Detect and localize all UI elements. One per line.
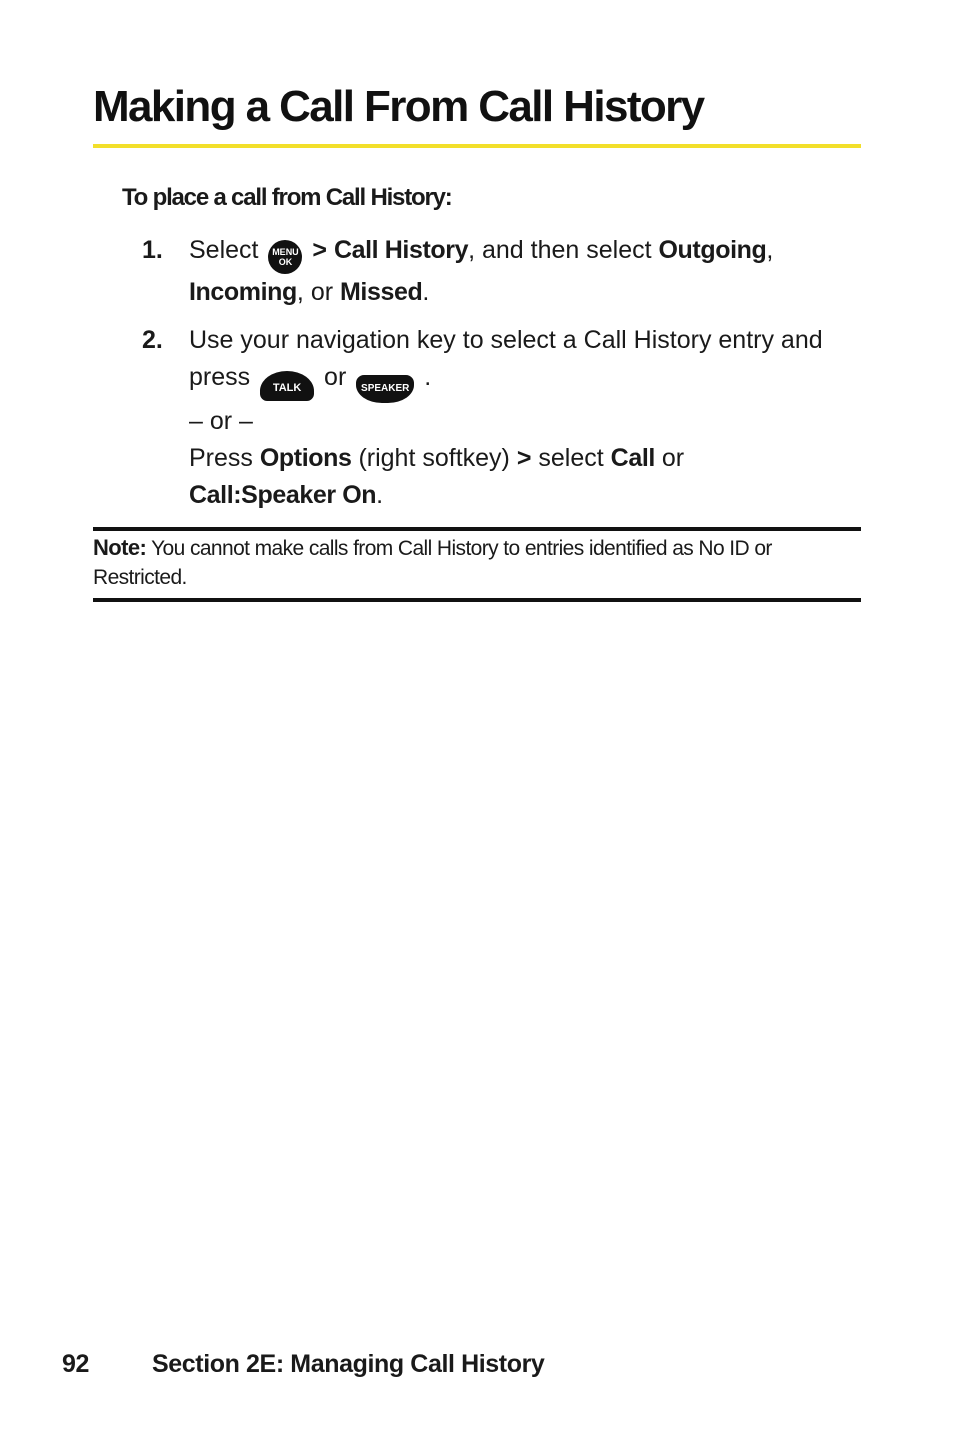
chevron-right-icon: > xyxy=(516,444,532,472)
procedure-intro: To place a call from Call History: xyxy=(122,184,452,211)
option-missed: Missed xyxy=(340,278,423,306)
or-divider: – or – xyxy=(189,407,253,435)
page-number: 92 xyxy=(62,1350,90,1378)
chevron-right-icon: > xyxy=(312,236,327,264)
note-label: Note: xyxy=(93,535,147,560)
speaker-key-icon: SPEAKER xyxy=(356,375,414,403)
option-call-speaker-on: Call:Speaker On xyxy=(189,481,377,509)
step-body: Select MENU OK > Call History, and then select Outgoing, Incoming, or Missed. xyxy=(189,236,774,306)
step-number: 1. xyxy=(142,236,163,264)
step-1 xyxy=(142,232,862,311)
note-text: You cannot make calls from Call History to entries identified as No ID or Restricted. xyxy=(93,537,772,589)
step-2 xyxy=(142,322,862,514)
note-bottom-rule xyxy=(93,598,861,602)
step-body: Use your navigation key to select a Call History entry and press TALK or SPEAKER . – or – Press Options (right softkey) > select Call or Call:Speaker On. xyxy=(189,326,823,509)
option-call: Call xyxy=(610,444,655,472)
title-underline xyxy=(93,144,861,148)
page-title: Making a Call From Call History xyxy=(93,82,704,131)
step-number: 2. xyxy=(142,326,163,354)
section-title: Section 2E: Managing Call History xyxy=(152,1350,545,1378)
note-box xyxy=(93,533,861,592)
option-incoming: Incoming xyxy=(189,278,297,306)
option-outgoing: Outgoing xyxy=(658,236,767,264)
softkey-options: Options xyxy=(259,444,352,472)
note-top-rule xyxy=(93,527,861,531)
talk-key-icon: TALK xyxy=(260,371,314,401)
menu-item-call-history: Call History xyxy=(333,236,469,264)
page-footer xyxy=(62,1350,545,1379)
menu-ok-key-icon: MENU OK xyxy=(268,240,302,274)
